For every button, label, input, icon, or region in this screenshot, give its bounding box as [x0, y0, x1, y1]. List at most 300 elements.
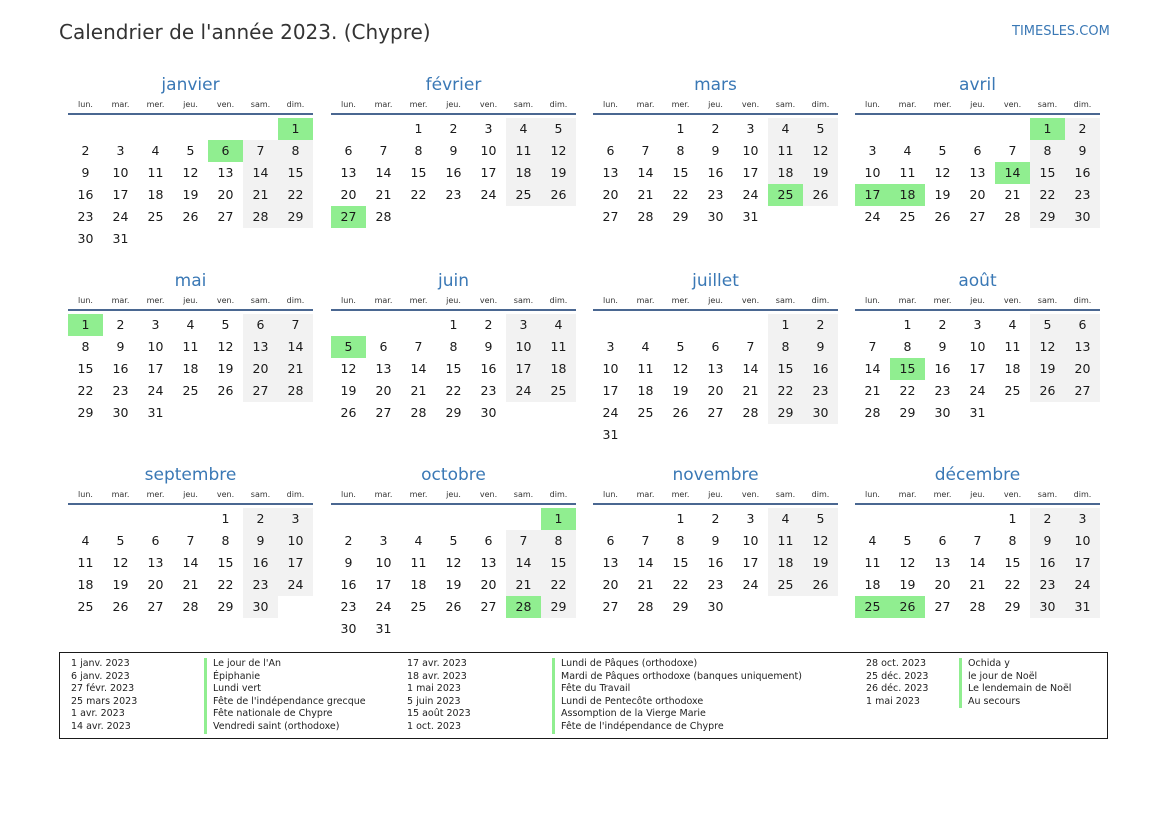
month-header-rule	[855, 113, 1100, 115]
holiday-date: 6 janv. 2023	[71, 670, 130, 682]
day-cell: 5	[449, 533, 458, 548]
weekday-header	[68, 98, 313, 112]
weekday-label: lun.	[78, 296, 93, 305]
day-cell: 4	[768, 118, 803, 140]
day-cell: 3	[116, 143, 125, 158]
weekday-label: lun.	[341, 490, 356, 499]
day-cell: 29	[1004, 599, 1021, 614]
holiday-date: 28 oct. 2023	[866, 658, 927, 669]
weekday-label: jeu.	[446, 490, 461, 499]
day-cell: 19	[217, 361, 234, 376]
month-name: mai	[174, 271, 207, 291]
weekday-label: mar.	[898, 296, 917, 305]
day-cell: 30	[934, 405, 951, 420]
day-cell: 25	[899, 209, 916, 224]
day-cell: 23	[480, 383, 497, 398]
day-cell: 14	[278, 336, 313, 358]
day-cell: 28	[637, 209, 654, 224]
day-cell: 13	[934, 555, 951, 570]
day-cell: 29	[899, 405, 916, 420]
holiday-name: Épiphanie	[204, 671, 260, 684]
day-cell: 11	[864, 555, 881, 570]
holiday-date: 1 janv. 2023	[71, 658, 130, 669]
day-cell: 26	[340, 405, 357, 420]
day-cell: 16	[1065, 162, 1100, 184]
day-cell: 9	[484, 339, 493, 354]
weekday-label: mer.	[933, 100, 952, 109]
day-cell: 20	[480, 577, 497, 592]
day-cell: 23	[112, 383, 129, 398]
day-cell: 25	[410, 599, 427, 614]
day-cell: 8	[81, 339, 90, 354]
day-cell: 28	[182, 599, 199, 614]
day-cell: 31	[375, 621, 392, 636]
weekday-label: jeu.	[183, 100, 198, 109]
day-cell: 10	[278, 530, 313, 552]
day-cell: 17	[602, 383, 619, 398]
day-cell: 13	[602, 165, 619, 180]
day-cell: 18	[768, 552, 803, 574]
day-cell: 25	[506, 184, 541, 206]
day-cell: 22	[672, 577, 689, 592]
day-cell: 12	[803, 530, 838, 552]
weekday-label: ven.	[216, 100, 235, 109]
day-cell: 27	[147, 599, 164, 614]
day-cell: 7	[243, 140, 278, 162]
day-cell: 25	[1004, 383, 1021, 398]
day-cell: 23	[77, 209, 94, 224]
day-cell: 29	[1030, 206, 1065, 228]
day-cell: 4	[186, 317, 195, 332]
day-cell: 19	[803, 162, 838, 184]
weekday-label: ven.	[216, 296, 235, 305]
day-cell: 12	[217, 339, 234, 354]
weekday-header	[68, 294, 313, 308]
day-cell: 7	[379, 143, 388, 158]
day-cell: 25	[182, 383, 199, 398]
weekday-label: jeu.	[970, 296, 985, 305]
day-cell: 2	[344, 533, 353, 548]
day-cell: 1	[414, 121, 423, 136]
weekday-label: mar.	[374, 490, 393, 499]
day-cell: 29	[541, 596, 576, 618]
day-cell: 16	[445, 165, 462, 180]
day-cell: 7	[414, 339, 423, 354]
day-cell: 13	[147, 555, 164, 570]
holiday-name: Fête du Travail	[552, 683, 630, 696]
day-cell: 20	[602, 187, 619, 202]
day-cell: 19	[803, 552, 838, 574]
day-cell: 10	[602, 361, 619, 376]
month-name: juillet	[692, 271, 739, 291]
day-cell: 26	[803, 184, 838, 206]
weekday-label: jeu.	[708, 296, 723, 305]
weekday-label: jeu.	[183, 296, 198, 305]
day-cell: 6	[484, 533, 493, 548]
weekday-label: mer.	[146, 490, 165, 499]
day-cell: 15	[1004, 555, 1021, 570]
day-cell: 29	[768, 402, 803, 424]
weekday-label: sam.	[775, 296, 796, 305]
day-cell: 21	[410, 383, 427, 398]
day-cell: 2	[116, 317, 125, 332]
weekday-label: mer.	[671, 490, 690, 499]
day-cell: 4	[768, 508, 803, 530]
weekday-label: sam.	[1037, 490, 1058, 499]
day-cell: 17	[506, 358, 541, 380]
day-cell: 26	[1030, 380, 1065, 402]
day-cell: 15	[541, 552, 576, 574]
day-cell: 12	[541, 140, 576, 162]
day-cell: 1	[221, 511, 230, 526]
day-cell: 24	[480, 187, 497, 202]
day-cell: 23	[1065, 184, 1100, 206]
day-cell: 12	[1030, 336, 1065, 358]
day-cell: 21	[375, 187, 392, 202]
day-cell: 20	[217, 187, 234, 202]
weekday-label: sam.	[513, 100, 534, 109]
weekday-header	[855, 488, 1100, 502]
day-cell: 24	[1065, 574, 1100, 596]
day-cell: 27	[602, 599, 619, 614]
day-cell: 31	[969, 405, 986, 420]
day-cell: 13	[1065, 336, 1100, 358]
day-cell: 13	[217, 165, 234, 180]
day-cell: 21	[278, 358, 313, 380]
day-cell: 21	[506, 574, 541, 596]
day-cell: 19	[112, 577, 129, 592]
weekday-label: dim.	[549, 100, 568, 109]
holiday-day-cell: 25	[768, 184, 803, 206]
day-cell: 23	[1030, 574, 1065, 596]
weekday-label: sam.	[250, 100, 271, 109]
day-cell: 11	[410, 555, 427, 570]
day-cell: 16	[480, 361, 497, 376]
day-cell: 3	[746, 121, 755, 136]
month-10	[593, 465, 838, 665]
day-cell: 24	[864, 209, 881, 224]
day-cell: 29	[672, 209, 689, 224]
day-cell: 9	[243, 530, 278, 552]
day-cell: 22	[445, 383, 462, 398]
holiday-name: Assomption de la Vierge Marie	[552, 708, 706, 721]
day-cell: 14	[969, 555, 986, 570]
weekday-label: dim.	[286, 100, 305, 109]
day-cell: 13	[480, 555, 497, 570]
day-cell: 14	[742, 361, 759, 376]
weekday-label: sam.	[1037, 296, 1058, 305]
weekday-label: dim.	[1073, 100, 1092, 109]
day-cell: 5	[676, 339, 685, 354]
month-header-rule	[68, 113, 313, 115]
day-cell: 6	[973, 143, 982, 158]
day-cell: 17	[742, 555, 759, 570]
day-cell: 18	[410, 577, 427, 592]
day-cell: 15	[672, 555, 689, 570]
day-cell: 9	[803, 336, 838, 358]
weekday-label: mar.	[898, 100, 917, 109]
month-name: avril	[959, 75, 996, 95]
day-cell: 20	[707, 383, 724, 398]
holiday-name: Au secours	[959, 696, 1020, 709]
day-cell: 31	[112, 231, 129, 246]
day-cell: 19	[182, 187, 199, 202]
day-cell: 18	[768, 162, 803, 184]
month-header-rule	[331, 113, 576, 115]
day-cell: 8	[221, 533, 230, 548]
day-cell: 27	[375, 405, 392, 420]
day-cell: 16	[934, 361, 951, 376]
holiday-name: le jour de Noël	[959, 671, 1037, 684]
holiday-date: 18 avr. 2023	[407, 670, 467, 682]
day-cell: 11	[637, 361, 654, 376]
day-cell: 18	[541, 358, 576, 380]
day-cell: 27	[707, 405, 724, 420]
month-6	[593, 271, 838, 471]
month-0	[68, 75, 313, 275]
day-cell: 23	[934, 383, 951, 398]
weekday-label: sam.	[513, 296, 534, 305]
day-cell: 13	[243, 336, 278, 358]
day-cell: 26	[672, 405, 689, 420]
day-cell: 12	[340, 361, 357, 376]
day-cell: 13	[602, 555, 619, 570]
day-cell: 14	[506, 552, 541, 574]
weekday-label: mer.	[671, 296, 690, 305]
weekday-label: ven.	[479, 296, 498, 305]
month-name: janvier	[161, 75, 220, 95]
day-cell: 26	[803, 574, 838, 596]
day-cell: 11	[899, 165, 916, 180]
day-cell: 10	[864, 165, 881, 180]
day-cell: 22	[217, 577, 234, 592]
day-cell: 14	[375, 165, 392, 180]
weekday-label: mar.	[374, 100, 393, 109]
day-cell: 3	[484, 121, 493, 136]
holiday-date: 25 mars 2023	[71, 695, 138, 707]
day-cell: 12	[182, 165, 199, 180]
month-name: octobre	[421, 465, 486, 485]
day-cell: 20	[243, 358, 278, 380]
day-cell: 7	[746, 339, 755, 354]
weekday-label: ven.	[1003, 490, 1022, 499]
day-cell: 21	[969, 577, 986, 592]
day-cell: 29	[77, 405, 94, 420]
day-cell: 11	[147, 165, 164, 180]
day-cell: 12	[112, 555, 129, 570]
day-cell: 12	[803, 140, 838, 162]
weekday-label: mer.	[146, 296, 165, 305]
day-cell: 11	[1004, 339, 1021, 354]
day-cell: 20	[375, 383, 392, 398]
day-cell: 23	[707, 577, 724, 592]
holiday-day-cell: 5	[331, 336, 366, 358]
weekday-header	[855, 98, 1100, 112]
day-cell: 4	[506, 118, 541, 140]
day-cell: 14	[410, 361, 427, 376]
day-cell: 22	[1004, 577, 1021, 592]
day-cell: 17	[278, 552, 313, 574]
day-cell: 21	[637, 577, 654, 592]
day-cell: 3	[746, 511, 755, 526]
day-cell: 4	[903, 143, 912, 158]
month-7	[855, 271, 1100, 471]
page-title: Calendrier de l'année 2023. (Chypre)	[59, 20, 431, 44]
holiday-name: Fête nationale de Chypre	[204, 708, 333, 721]
day-cell: 30	[243, 596, 278, 618]
day-cell: 30	[340, 621, 357, 636]
day-cell: 15	[77, 361, 94, 376]
weekday-label: dim.	[286, 490, 305, 499]
day-cell: 6	[711, 339, 720, 354]
day-cell: 17	[112, 187, 129, 202]
day-cell: 17	[480, 165, 497, 180]
day-cell: 9	[1065, 140, 1100, 162]
day-cell: 3	[151, 317, 160, 332]
month-name: septembre	[144, 465, 237, 485]
day-cell: 19	[672, 383, 689, 398]
day-cell: 2	[711, 121, 720, 136]
site-brand-link[interactable]: TIMESLES.COM	[1012, 24, 1110, 39]
day-cell: 28	[1004, 209, 1021, 224]
weekday-label: sam.	[1037, 100, 1058, 109]
day-cell: 20	[1065, 358, 1100, 380]
weekday-label: mar.	[374, 296, 393, 305]
weekday-label: lun.	[603, 490, 618, 499]
day-cell: 2	[243, 508, 278, 530]
holiday-date: 17 avr. 2023	[407, 658, 467, 669]
weekday-label: dim.	[549, 490, 568, 499]
weekday-label: lun.	[865, 490, 880, 499]
day-cell: 5	[803, 118, 838, 140]
holiday-day-cell: 28	[506, 596, 541, 618]
weekday-label: dim.	[1073, 490, 1092, 499]
day-cell: 10	[506, 336, 541, 358]
day-cell: 19	[541, 162, 576, 184]
weekday-header	[68, 488, 313, 502]
day-cell: 12	[899, 555, 916, 570]
day-cell: 10	[147, 339, 164, 354]
day-cell: 24	[147, 383, 164, 398]
day-cell: 25	[637, 405, 654, 420]
day-cell: 30	[480, 405, 497, 420]
weekday-label: dim.	[549, 296, 568, 305]
day-cell: 15	[278, 162, 313, 184]
month-8	[68, 465, 313, 665]
day-cell: 11	[541, 336, 576, 358]
weekday-label: lun.	[78, 490, 93, 499]
holiday-day-cell: 6	[208, 140, 243, 162]
weekday-label: lun.	[341, 296, 356, 305]
month-header-rule	[593, 309, 838, 311]
holiday-date: 14 avr. 2023	[71, 720, 131, 732]
day-cell: 17	[147, 361, 164, 376]
day-cell: 14	[243, 162, 278, 184]
weekday-label: sam.	[250, 490, 271, 499]
day-cell: 18	[147, 187, 164, 202]
day-cell: 18	[182, 361, 199, 376]
day-cell: 14	[637, 555, 654, 570]
day-cell: 31	[1065, 596, 1100, 618]
weekday-label: sam.	[775, 490, 796, 499]
day-cell: 13	[969, 165, 986, 180]
day-cell: 27	[217, 209, 234, 224]
weekday-label: dim.	[811, 100, 830, 109]
day-cell: 22	[541, 574, 576, 596]
holiday-day-cell: 1	[541, 508, 576, 530]
holiday-name: Mardi de Pâques orthodoxe (banques uniquement)	[552, 671, 802, 684]
day-cell: 21	[864, 383, 881, 398]
day-cell: 8	[903, 339, 912, 354]
day-cell: 16	[707, 165, 724, 180]
day-cell: 16	[77, 187, 94, 202]
day-cell: 10	[375, 555, 392, 570]
weekday-label: mar.	[111, 100, 130, 109]
day-cell: 27	[969, 209, 986, 224]
day-cell: 3	[278, 508, 313, 530]
day-cell: 3	[868, 143, 877, 158]
holiday-date: 1 avr. 2023	[71, 708, 125, 720]
day-cell: 11	[768, 530, 803, 552]
day-cell: 28	[375, 209, 392, 224]
weekday-label: lun.	[603, 296, 618, 305]
weekday-label: mer.	[671, 100, 690, 109]
day-cell: 23	[707, 187, 724, 202]
day-cell: 4	[151, 143, 160, 158]
day-cell: 19	[899, 577, 916, 592]
holiday-date: 1 mai 2023	[866, 695, 920, 707]
weekday-label: ven.	[741, 296, 760, 305]
holiday-name: Le jour de l'An	[204, 658, 281, 671]
day-cell: 4	[641, 339, 650, 354]
day-cell: 27	[934, 599, 951, 614]
weekday-label: mar.	[111, 490, 130, 499]
day-cell: 24	[112, 209, 129, 224]
month-name: juin	[438, 271, 469, 291]
month-header-rule	[593, 113, 838, 115]
day-cell: 18	[864, 577, 881, 592]
day-cell: 9	[116, 339, 125, 354]
month-name: décembre	[934, 465, 1021, 485]
day-cell: 15	[217, 555, 234, 570]
day-cell: 11	[77, 555, 94, 570]
day-cell: 7	[1008, 143, 1017, 158]
day-cell: 22	[77, 383, 94, 398]
month-name: novembre	[672, 465, 759, 485]
day-cell: 21	[243, 184, 278, 206]
day-cell: 4	[541, 314, 576, 336]
holiday-name: Lundi de Pentecôte orthodoxe	[552, 696, 703, 709]
month-9	[331, 465, 576, 665]
holiday-day-cell: 1	[278, 118, 313, 140]
day-cell: 18	[506, 162, 541, 184]
day-cell: 18	[1004, 361, 1021, 376]
weekday-header	[593, 488, 838, 502]
day-cell: 8	[541, 530, 576, 552]
day-cell: 2	[1065, 118, 1100, 140]
weekday-label: jeu.	[970, 490, 985, 499]
day-cell: 5	[803, 508, 838, 530]
day-cell: 26	[182, 209, 199, 224]
day-cell: 28	[969, 599, 986, 614]
day-cell: 5	[938, 143, 947, 158]
day-cell: 26	[934, 209, 951, 224]
day-cell: 4	[81, 533, 90, 548]
day-cell: 12	[445, 555, 462, 570]
day-cell: 18	[637, 383, 654, 398]
month-3	[855, 75, 1100, 275]
month-11	[855, 465, 1100, 665]
